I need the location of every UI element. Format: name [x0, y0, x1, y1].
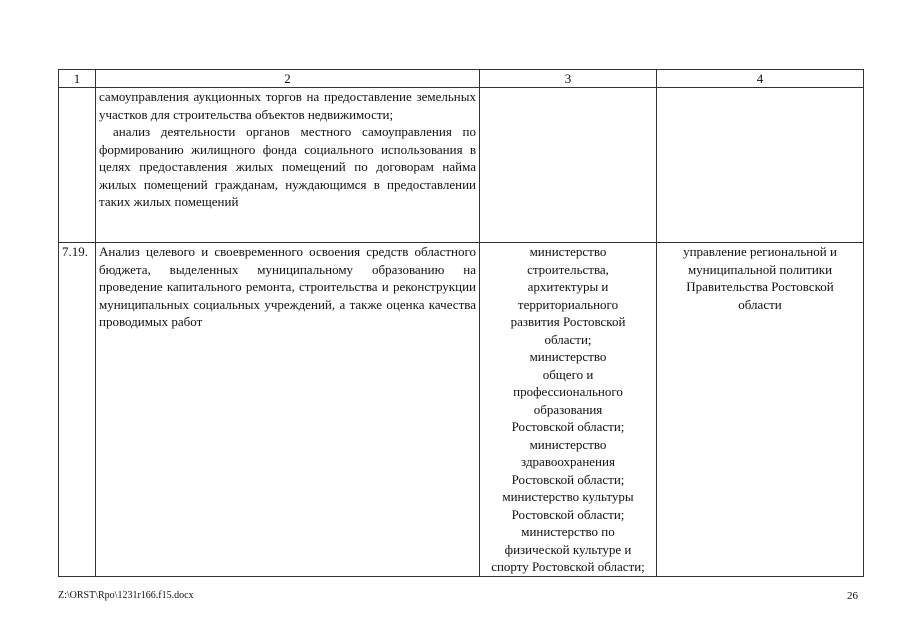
table-header-row: [59, 70, 864, 88]
responsible-cell: [657, 243, 864, 577]
page-number: 26: [847, 590, 858, 602]
executor-cell: [480, 88, 657, 243]
responsible-line: Правительства Ростовской: [686, 279, 834, 294]
executor-line: строительства,: [527, 261, 609, 277]
paragraph: анализ деятельности органов местного самоуправления по формированию жилищного фонда социального использования в целях предоставления жилых помещений по договорам найма жилых помещений гражданам, нуждающимся в предоставлении таких жилых помещений: [99, 124, 476, 209]
row-number-cell: [59, 88, 96, 243]
executor-line: министерство: [529, 244, 607, 259]
header-cell: 1: [59, 70, 96, 88]
responsible-cell: [657, 88, 864, 243]
executor-line: здравоохранения: [521, 454, 615, 469]
executor-line: территориального: [517, 296, 619, 312]
description-cell: [96, 243, 480, 577]
executor-line: министерство по: [521, 524, 615, 539]
row-number-cell: 7.19.: [59, 243, 96, 577]
header-cell: 2: [96, 70, 480, 88]
description-cell: [96, 88, 480, 243]
paragraph: самоуправления аукционных торгов на предоставление земельных участков для строительства объектов недвижимости;: [99, 89, 476, 122]
executor-line: Ростовской области;: [511, 419, 625, 434]
executor-line: Ростовской области;: [511, 471, 625, 487]
executor-line: Ростовской области;: [511, 506, 625, 522]
header-cell: 3: [480, 70, 657, 88]
paragraph: Анализ целевого и своевременного освоения средств областного бюджета, выделенных муниципальному образованию на проведение капитального ремонта, строительства и реконструкции муниципальных социальных учреждений, а также оценка качества проводимых работ: [99, 244, 476, 329]
header-cell: 4: [657, 70, 864, 88]
executor-line: общего и: [542, 366, 594, 382]
executor-line: образования: [533, 401, 603, 417]
executor-line: министерство: [529, 436, 607, 452]
executor-line: области;: [544, 331, 592, 347]
executor-line: архитектуры и: [527, 279, 609, 294]
executor-cell: [480, 243, 657, 577]
responsible-line: области: [738, 296, 782, 312]
executor-line: министерство культуры: [502, 489, 634, 504]
responsible-line: муниципальной политики: [687, 261, 833, 277]
executor-line: спорту Ростовской области;: [491, 559, 645, 574]
executor-line: развития Ростовской: [510, 314, 626, 329]
executor-line: физической культуре и: [504, 541, 632, 557]
table-row: [59, 88, 864, 243]
document-table: [58, 69, 864, 577]
table-row: [59, 243, 864, 577]
executor-line: профессионального: [513, 384, 623, 399]
executor-line: министерство: [529, 349, 607, 364]
responsible-line: управление региональной и: [683, 244, 837, 259]
footer-file-path: Z:\ORST\Rpo\1231r166.f15.docx: [58, 590, 194, 601]
